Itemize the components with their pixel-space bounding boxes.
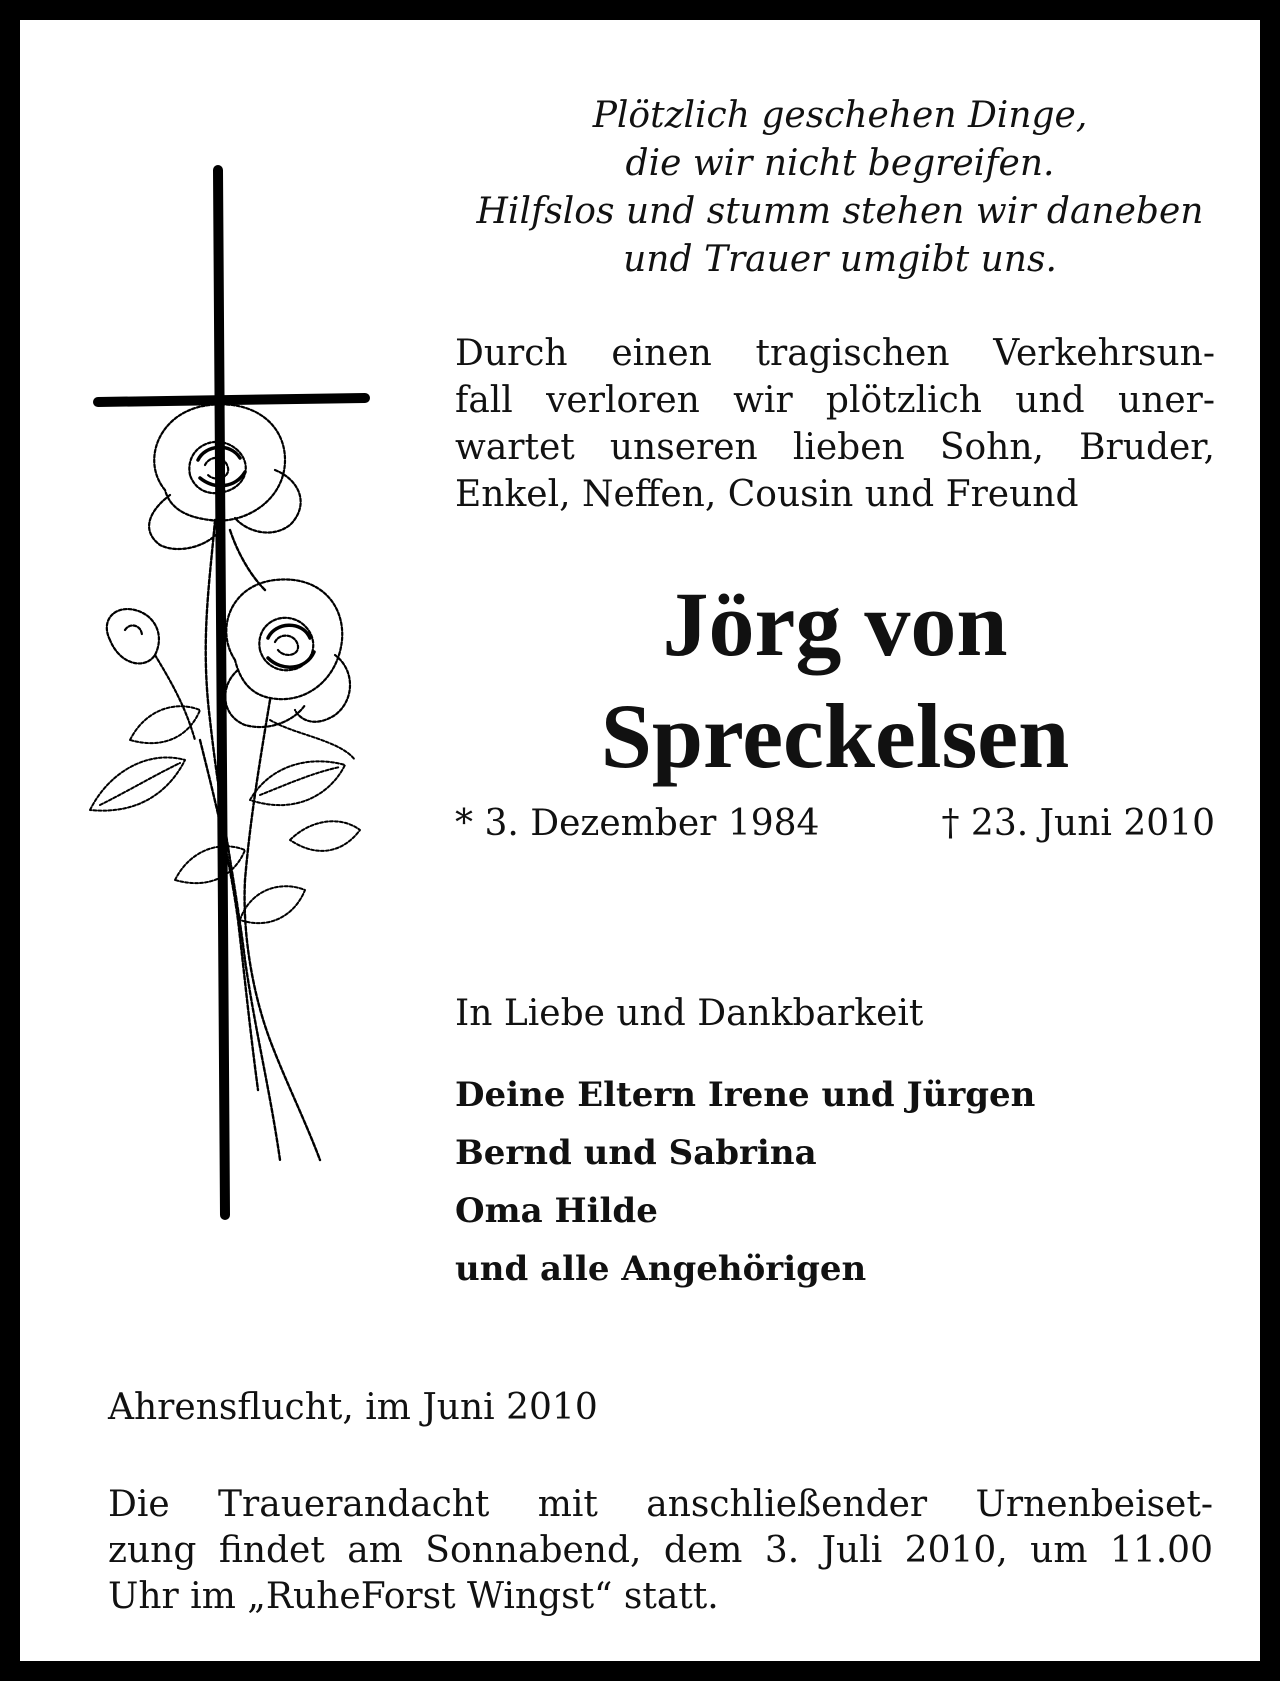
ceremony-line: Uhr im „RuheForst Wingst“ statt. — [108, 1576, 719, 1617]
name-second-line: Spreckelsen — [600, 685, 1070, 787]
life-dates — [455, 800, 1215, 850]
name-first-line: Jörg von — [662, 573, 1008, 675]
poem-line: Plötzlich geschehen Dinge, — [592, 95, 1088, 136]
family-list — [455, 1066, 1215, 1298]
cross-with-roses-icon — [70, 160, 390, 1220]
deceased-name — [460, 568, 1210, 792]
poem — [460, 92, 1220, 284]
poem-line: Hilfslos und stumm stehen wir daneben — [476, 191, 1204, 232]
death-date: † 23. Juni 2010 — [941, 803, 1215, 844]
ceremony-line: Die Trauerandacht mit anschließender Urnenbeiset- — [108, 1484, 1213, 1525]
poem-line: und Trauer umgibt uns. — [623, 239, 1057, 280]
family-line: Oma Hilde — [455, 1191, 658, 1231]
family-line: Deine Eltern Irene und Jürgen — [455, 1075, 1036, 1115]
intro-line: fall verloren wir plötzlich und uner- — [455, 380, 1215, 421]
intro-line: wartet unseren lieben Sohn, Bruder, — [455, 427, 1215, 468]
closing-phrase: In Liebe und Dankbarkeit — [455, 993, 924, 1034]
intro-line: Durch einen tragischen Verkehrsun- — [455, 333, 1215, 374]
ceremony-text — [108, 1482, 1213, 1620]
family-line: Bernd und Sabrina — [455, 1133, 817, 1173]
intro-text — [455, 330, 1215, 518]
family-line: und alle Angehörigen — [455, 1249, 867, 1289]
poem-line: die wir nicht begreifen. — [625, 143, 1055, 184]
intro-line: Enkel, Neffen, Cousin und Freund — [455, 474, 1079, 515]
birth-date: * 3. Dezember 1984 — [455, 803, 820, 844]
place-date: Ahrensflucht, im Juni 2010 — [108, 1387, 598, 1428]
ceremony-line: zung findet am Sonnabend, dem 3. Juli 2010, um 11.00 — [108, 1530, 1213, 1571]
